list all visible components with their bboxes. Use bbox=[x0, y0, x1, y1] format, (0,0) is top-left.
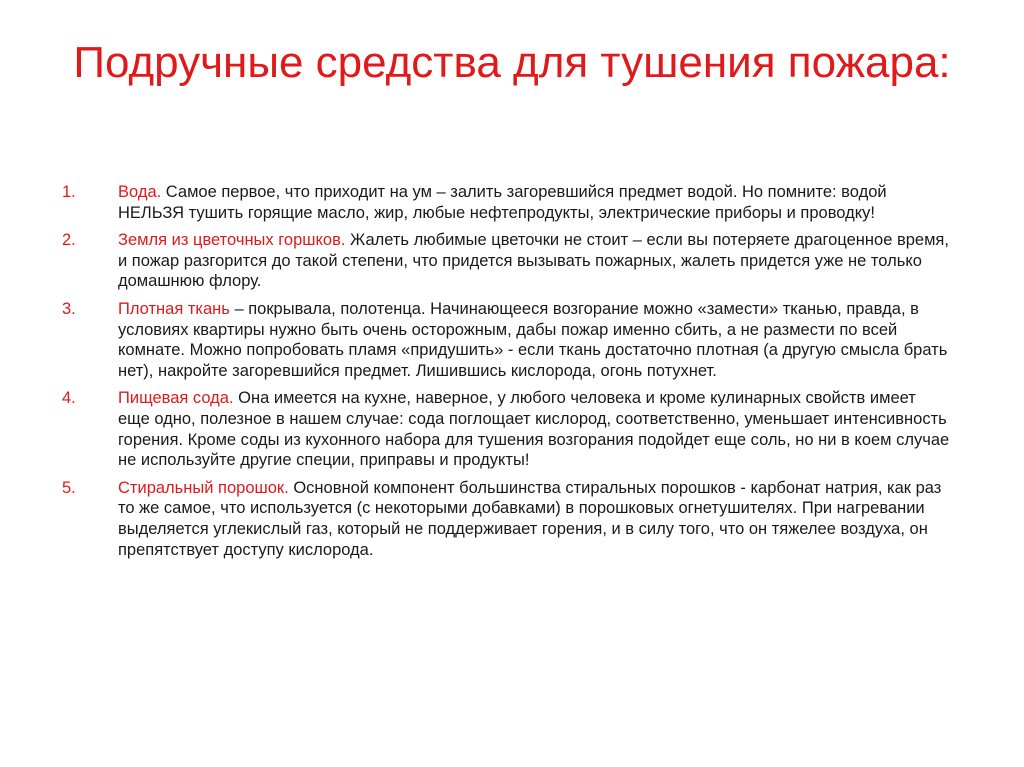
item-term: Земля из цветочных горшков. bbox=[118, 231, 346, 250]
list-item bbox=[62, 230, 950, 292]
item-text: Жалеть любимые цветочки не стоит – если вы потеряете драгоценное время, и пожар разгорится до такой степени, что придется вызывать пожарных, жалеть придется уже не только домашнюю флору. bbox=[118, 231, 949, 291]
extinguishing-means-list bbox=[62, 182, 950, 567]
item-text: Она имеется на кухне, наверное, у любого человека и кроме кулинарных свойств имеет еще одно, полезное в нашем случае: сода поглощает кислород, соответственно, уменьшает интенсивность горения. Кроме соды из кухонного набора для тушения возгорания подойдет еще соль, но ни в коем случае не используйте другие специи, приправы и продукты! bbox=[118, 389, 950, 470]
item-number: 3. bbox=[62, 299, 76, 318]
list-item bbox=[62, 299, 950, 381]
item-text: – покрывала, полотенца. Начинающееся возгорание можно «замести» тканью, правда, в условиях квартиры нужно быть очень осторожным, дабы пожар именно сбить, а не размести по всей комнате. Можно попробовать пламя «придушить» - если ткань достаточно плотная (а другую смысла брать нет), накройте загоревшийся предмет. Лишившись кислорода, огонь потухнет. bbox=[118, 299, 948, 380]
item-number: 2. bbox=[62, 231, 76, 250]
item-term: Стиральный порошок. bbox=[118, 478, 289, 497]
slide-title: Подручные средства для тушения пожара: bbox=[73, 38, 951, 87]
item-term: Плотная ткань bbox=[118, 299, 230, 318]
list-item bbox=[62, 388, 950, 470]
item-text: Самое первое, что приходит на ум – залить загоревшийся предмет водой. Но помните: водой НЕЛЬЗЯ тушить горящие масло, жир, любые нефтепродукты, электрические приборы и проводку! bbox=[118, 183, 887, 222]
list-item bbox=[62, 182, 950, 223]
list-item bbox=[62, 478, 950, 560]
item-number: 5. bbox=[62, 478, 76, 497]
item-number: 4. bbox=[62, 389, 76, 408]
item-number: 1. bbox=[62, 183, 76, 201]
item-text: Основной компонент большинства стиральных порошков - карбонат натрия, как раз то же самое, что используется (с некоторыми добавками) в порошковых огнетушителях. При нагревании выделяется углекислый газ, который не поддерживает горения, и в силу того, что он тяжелее воздуха, он препятствует доступу кислорода. bbox=[118, 478, 942, 559]
item-term: Вода. bbox=[118, 183, 162, 201]
item-term: Пищевая сода. bbox=[118, 389, 234, 408]
